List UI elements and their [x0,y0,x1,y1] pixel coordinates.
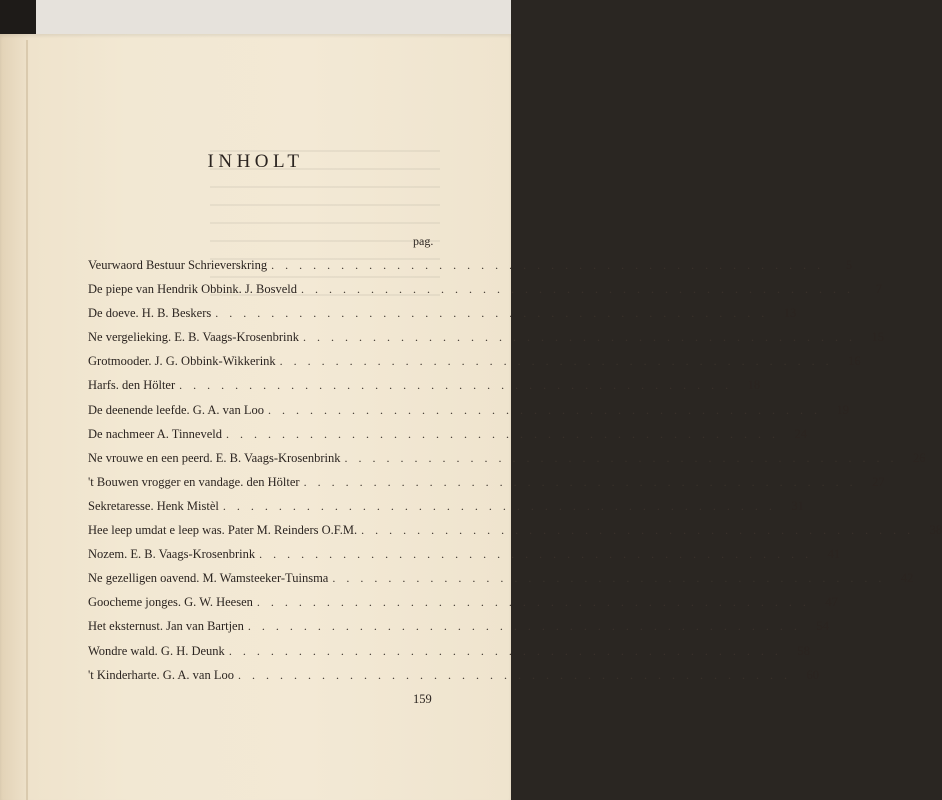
toc-entry-page: 42 [900,571,914,586]
toc-entry-title: Grotmooder. J. G. Obbink-Wikkerink [88,354,276,369]
toc-entry-title: Hee leep umdat e leep was. Pater M. Reinders O.F.M. [88,523,358,538]
dot-leader: . . . . . . . . . . . . . . . . . . . . . . . . . . . . . . . . . . . . . . . . [247,619,801,634]
page-number: 159 [413,692,432,706]
toc-entry [88,665,819,689]
toc-entry [88,520,942,544]
toc-entry-page: 38 [929,523,942,538]
dot-leader: . . . . . . . . . . . . . . . . . . . . . . . . . . . . . . . . . . . . . . . . [215,306,769,321]
toc-entry-title: Ne gezelligen oavend. M. Wamsteeker-Tuinsma [88,571,329,586]
dot-leader: . . . . . . . . . . . . . . . . . . . . . . . . . . . . . . . . . . . . . . . . [267,402,821,417]
toc-entry-title: 't Kinderharte. G. A. van Loo [88,667,234,682]
toc-entry [88,544,841,568]
toc-entry-title: Goocheme jonges. G. W. Heesen [88,595,253,610]
toc-entry [88,568,914,592]
dot-leader: . . . . . . . . . . . . . . . . . . . . . . . . . . . . . . . . . . . . . . . . [271,258,825,272]
dot-leader: . . . . . . . . . . . . . . . . . . . . . . . . . . . . . . . . . . . . . . . . [226,426,780,441]
toc-entry [88,375,761,399]
toc-entry [88,592,838,616]
toc-entry-page: 26 [912,450,926,465]
toc-entry-title: Harfs. den Hölter [88,378,176,393]
dot-leader: . . . . . . . . . . . . . . . . . . . . . . . . . . . . . . . . . . . . . . . . [179,378,733,393]
toc-entry [88,448,926,472]
toc-entry-page: 19 [836,402,849,417]
toc-entry-title: De nachmeer A. Tinneveld [88,426,223,441]
toc-entry-title: De deenende leefde. G. A. van Loo [88,402,264,417]
table-of-contents [88,255,942,689]
toc-entry-title: Nozem. E. B. Vaags-Krosenbrink [88,547,256,562]
toc-entry [88,616,829,640]
toc-entry-page: 54 [816,619,829,634]
toc-entry-page: 15 [871,330,884,345]
dot-leader: . . . . . . . . . . . . . . . . . . . . . . . . . . . . . . . . . . . . . . . . [279,354,833,369]
dot-leader: . . . . . . . . . . . . . . . . . . . . . . . . . . . . . . . . . . . . . . . . [344,450,898,465]
toc-entry [88,303,797,327]
dot-leader: . . . . . . . . . . . . . . . . . . . . . . . . . . . . . . . . . . . . . . . . [259,547,813,562]
toc-entry [88,255,853,279]
toc-entry-page: 58 [797,643,810,658]
page-column-label: pag. [413,234,434,248]
toc-entry-title: Veurwaord Bestuur Schrieverskring [88,258,268,272]
dot-leader: . . . . . . . . . . . . . . . . . . . . . . . . . . . . . . . . . . . . . . . . [256,595,810,610]
toc-entry [88,472,885,496]
toc-entry [88,400,849,424]
toc-entry-title: De piepe van Hendrik Obbink. J. Bosveld [88,282,297,297]
toc-entry-page: 16 [848,354,861,369]
toc-entry [88,424,808,448]
toc-entry-title: Wondre wald. G. H. Deunk [88,643,225,658]
toc-entry [88,496,804,520]
toc-entry-page: 27 [872,474,885,489]
dot-leader: . . . . . . . . . . . . . . . . . . . . . . . . . . . . . . . . . . . . . . . . [301,282,854,297]
toc-entry [88,351,861,375]
toc-entry-page: 13 [783,306,797,321]
toc-entry-page: 7 [875,282,882,297]
page-title: INHOLT [207,150,304,172]
dot-leader: . . . . . . . . . . . . . . . . . . . . . . . . . . . . . . . . . . . . . . . . [302,330,856,345]
dot-leader: . . . . . . . . . . . . . . . . . . . . . . . . . . . . . . . . . . . . . . . . [361,523,915,538]
toc-entry-title: Ne vrouwe en een peerd. E. B. Vaags-Krosenbrink [88,450,341,465]
dot-leader: . . . . . . . . . . . . . . . . . . . . . . . . . . . . . . . . . . . . . . . . [222,498,776,513]
toc-entry-page: 60 [806,667,819,682]
toc-entry-page: 41 [827,547,841,562]
dot-leader: . . . . . . . . . . . . . . . . . . . . . . . . . . . . . . . . . . . . . . . . [303,474,857,489]
toc-entry-page: 5 [845,258,853,272]
toc-entry [88,279,882,303]
dot-leader: . . . . . . . . . . . . . . . . . . . . . . . . . . . . . . . . . . . . . . . . [237,667,791,682]
toc-entry [88,327,884,351]
dot-leader: . . . . . . . . . . . . . . . . . . . . . . . . . . . . . . . . . . . . . . . . [332,571,886,586]
toc-entry-title: De doeve. H. B. Beskers [88,306,212,321]
toc-entry-title: Ne vergelieking. E. B. Vaags-Krosenbrink [88,330,299,345]
toc-entry-page: 47 [825,595,838,610]
toc-entry-page: 18 [747,378,761,393]
dot-leader: . . . . . . . . . . . . . . . . . . . . . . . . . . . . . . . . . . . . . . . . [228,643,782,658]
toc-entry-page: 31 [791,498,804,513]
toc-entry-title: 't Bouwen vrogger en vandage. den Hölter [88,474,300,489]
toc-entry-title: Sekretaresse. Henk Mistèl [88,498,219,513]
toc-entry-title: Het eksternust. Jan van Bartjen [88,619,244,634]
toc-entry [88,641,810,665]
toc-entry-page: 24 [794,426,808,441]
